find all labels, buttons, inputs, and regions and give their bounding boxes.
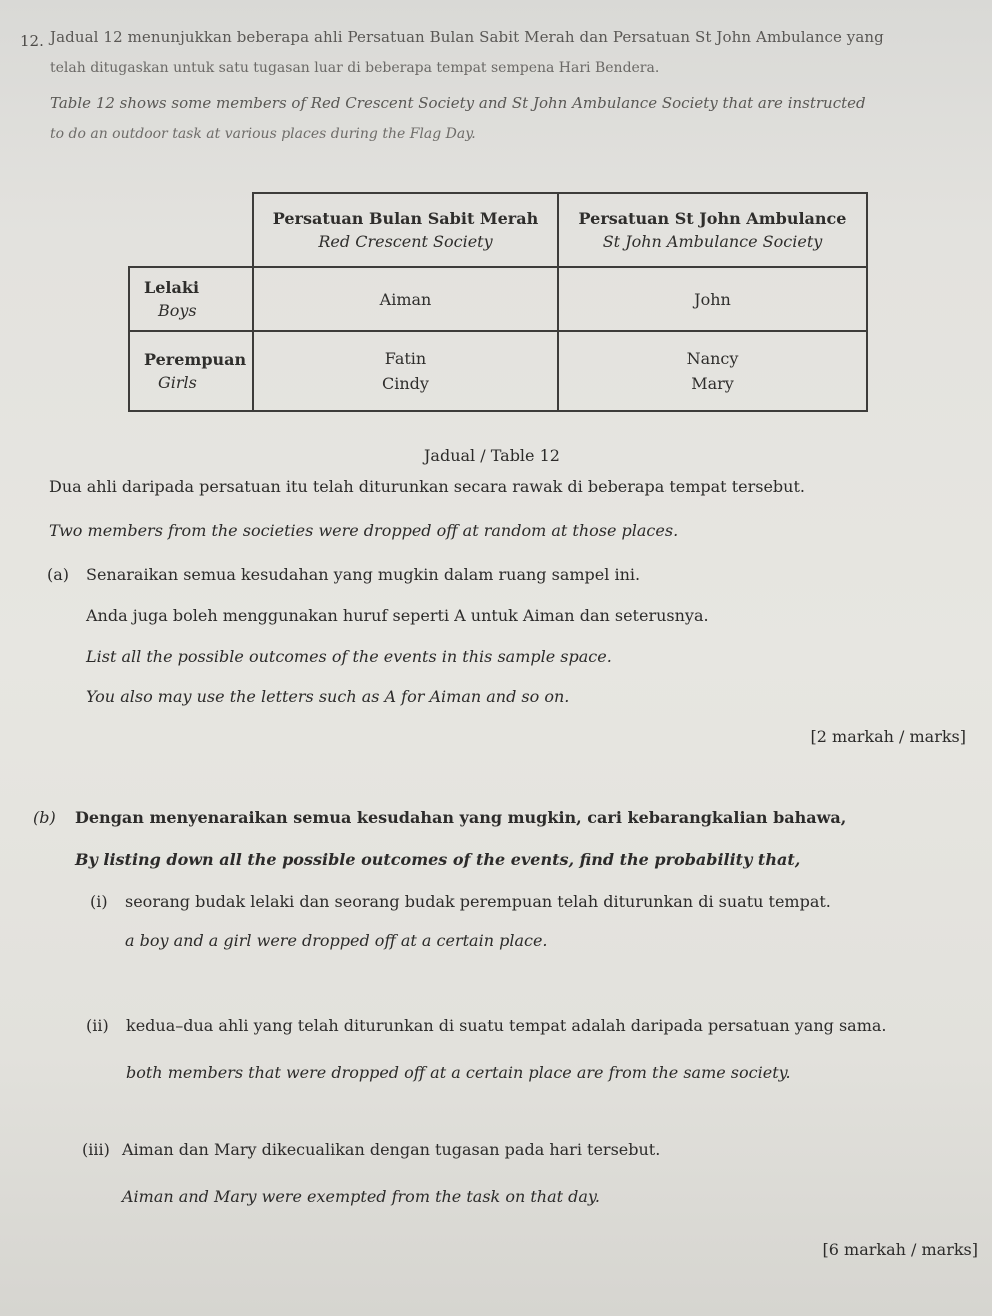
cell-boys-red-crescent (253, 267, 558, 331)
sub-question-ii-malay: kedua–dua ahli yang telah diturunkan di suatu tempat adalah daripada persatuan yang sama. (126, 1016, 887, 1035)
intro-english-line-1: Table 12 shows some members of Red Crescent Society and St John Ambulance Society that are instructed (50, 94, 866, 112)
intro-malay-line-1: Jadual 12 menunjukkan beberapa ahli Persatuan Bulan Sabit Merah dan Persatuan St John Ambulance yang (50, 28, 884, 46)
context-english: Two members from the societies were dropped off at random at those places. (49, 521, 679, 540)
part-a-english-line-2: You also may use the letters such as A for Aiman and so on. (86, 687, 570, 706)
table-caption: Jadual / Table 12 (424, 446, 560, 465)
part-a-label: (a) (47, 565, 70, 584)
sub-question-ii-english: both members that were dropped off at a certain place are from the same society. (126, 1063, 791, 1082)
table-row-boys (129, 267, 867, 331)
row-label-boys-english: Boys (158, 301, 197, 320)
sub-question-i-malay: seorang budak lelaki dan seorang budak perempuan telah diturunkan di suatu tempat. (125, 892, 831, 911)
table-corner-cell (129, 193, 253, 267)
cell-girls-red-crescent (253, 331, 558, 411)
intro-english-line-2: to do an outdoor task at various places during the Flag Day. (50, 126, 476, 142)
header-red-crescent (253, 193, 558, 267)
sub-question-iii-malay: Aiman dan Mary dikecualikan dengan tugasan pada hari tersebut. (122, 1140, 661, 1159)
header-st-john-malay: Persatuan St John Ambulance (578, 209, 847, 228)
part-a-english-line-1: List all the possible outcomes of the events in this sample space. (86, 647, 612, 666)
member-name: Aiman (379, 289, 432, 309)
part-a-malay-line-2: Anda juga boleh menggunakan huruf seperti A untuk Aiman dan seterusnya. (86, 606, 709, 625)
part-b-label: (b) (33, 808, 56, 827)
member-name: John (694, 289, 731, 309)
table-header-row (129, 193, 867, 267)
row-label-boys (129, 267, 253, 331)
table-row-girls (129, 331, 867, 411)
row-label-girls (129, 331, 253, 411)
cell-girls-st-john (558, 331, 867, 411)
part-b-marks: [6 markah / marks] (822, 1240, 978, 1259)
sub-question-ii-label: (ii) (86, 1016, 109, 1035)
member-name: Cindy (382, 374, 429, 393)
member-name: Nancy (686, 349, 739, 368)
intro-malay-line-2: telah ditugaskan untuk satu tugasan luar di beberapa tempat sempena Hari Bendera. (50, 60, 660, 76)
part-b-english: By listing down all the possible outcomes of the events, find the probability that, (75, 850, 801, 869)
question-number: 12. (20, 32, 44, 50)
member-name: Mary (691, 374, 734, 393)
society-members-table (128, 192, 868, 412)
sub-question-i-label: (i) (90, 892, 108, 911)
header-red-crescent-english: Red Crescent Society (318, 232, 493, 251)
header-st-john-english: St John Ambulance Society (602, 232, 823, 251)
header-st-john (558, 193, 867, 267)
row-label-girls-english: Girls (158, 373, 197, 392)
sub-question-iii-english: Aiman and Mary were exempted from the task on that day. (122, 1187, 600, 1206)
sub-question-iii-label: (iii) (82, 1140, 110, 1159)
part-b-malay: Dengan menyenaraikan semua kesudahan yang mugkin, cari kebarangkalian bahawa, (75, 808, 847, 827)
header-red-crescent-malay: Persatuan Bulan Sabit Merah (272, 209, 539, 228)
member-name: Fatin (384, 349, 427, 368)
part-a-malay-line-1: Senaraikan semua kesudahan yang mugkin dalam ruang sampel ini. (86, 565, 641, 584)
sub-question-i-english: a boy and a girl were dropped off at a certain place. (125, 931, 548, 950)
cell-boys-st-john (558, 267, 867, 331)
context-malay: Dua ahli daripada persatuan itu telah diturunkan secara rawak di beberapa tempat tersebut. (49, 477, 805, 496)
part-a-marks: [2 markah / marks] (810, 727, 966, 746)
row-label-girls-malay: Perempuan (144, 350, 247, 369)
row-label-boys-malay: Lelaki (144, 278, 200, 297)
